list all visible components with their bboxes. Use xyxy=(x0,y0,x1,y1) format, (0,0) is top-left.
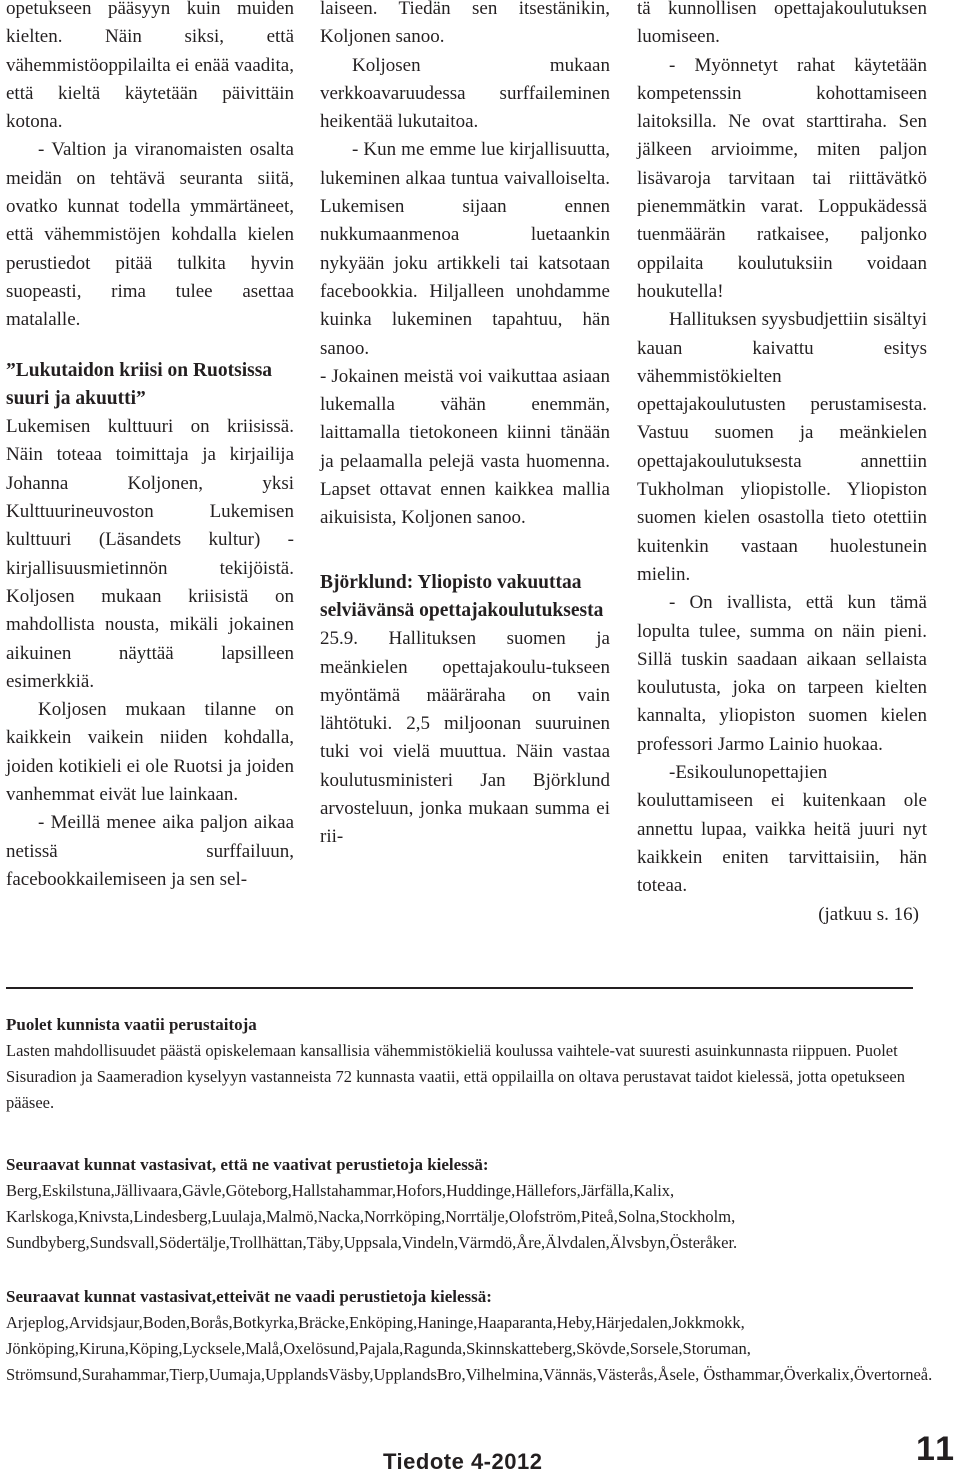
paragraph: Lukemisen kulttuuri on kriisissä. Näin toteaa toimittaja ja kirjailija Johanna Koljonen, yksi Kulttuurineuvoston Lukemisen kulttuuri (Läsandets kultur) -kirjallisuusmietinnön tekijöistä. Koljosen mukaan kriisistä on mahdollista nousta, mikäli jokainen aikuinen näyttää lapsilleen esimerkkiä. xyxy=(6,416,294,692)
info-box-no-requirements xyxy=(6,1284,941,1388)
box-title: Puolet kunnista vaatii perustaitoja xyxy=(6,1015,257,1034)
article-column-1 xyxy=(6,0,294,894)
paragraph: Hallituksen syysbudjettiin sisältyi kauan kaivattu esitys vähemmistökielten opettajakoulutusten perustamisesta. Vastuu suomen ja meänkielen opettajakoulutuksesta annettiin Tukholman yliopistolle. Yliopiston suomen kielen osastolla tieto otettiin kuitenkin vastaan huolestunein mielin. xyxy=(637,309,927,585)
paragraph: opetukseen pääsyyn kuin muiden kielten. Näin siksi, että vähemmistöoppilailta ei enää vaadita, että kieltä käytetään päivittäin kotona. xyxy=(6,0,294,133)
paragraph: Koljosen mukaan tilanne on kaikkein vaikein niiden kohdalla, joiden kotikieli ei ole Ruotsi ja joiden vanhemmat eivät lue lainkaan. xyxy=(6,699,294,806)
box-text: Lasten mahdollisuudet päästä opiskelemaan kansallisia vähemmistökieliä koulussa vaihtele-vat suuresti asuinkunnasta riippuen. Puolet Sisuradion ja Saameradion kyselyyn vastanneista 72 kunnasta vaatii, että oppilailla on oltava perustavat taidot kielessä, jotta opetukseen pääsee. xyxy=(6,1041,906,1112)
section-heading-bjorklund: Björklund: Yliopisto vakuuttaa selviävänsä opettajakoulutuksesta xyxy=(320,571,604,621)
paragraph: - Kun me emme lue kirjallisuutta, lukeminen alkaa tuntua vaivalloiselta. Lukemisen sijaan ennen nukkumaanmenoa luetaankin nykyään joku artikkeli tai katsotaan facebookkia. Hiljalleen unohdamme kuinka lukeminen tapahtuu, hän sanoo. xyxy=(320,139,610,359)
paragraph: laiseen. Tiedän sen itsestänikin, Koljonen sanoo. xyxy=(320,0,610,48)
paragraph: - Meillä menee aika paljon aikaa netissä surffailuun, facebookkailemiseen ja sen sel- xyxy=(6,812,294,890)
paragraph: tä kunnollisen opettajakoulutuksen luomiseen. xyxy=(637,0,927,48)
box-title: Seuraavat kunnat vastasivat, että ne vaativat perustietoja kielessä: xyxy=(6,1155,489,1174)
paragraph: - Valtion ja viranomaisten osalta meidän on tehtävä seuranta siitä, ovatko kunnat todella ymmärtäneet, että vähemmistöjen kohdalla kielen perustiedot pitää tulkita hyvin suopeasti, rima tulee asettaa matalalle. xyxy=(6,139,294,331)
box-text: Berg,Eskilstuna,Jällivaara,Gävle,Göteborg,Hallstahammar,Hofors,Huddinge,Hällefors,Järfälla,Kalix, Karlskoga,Knivsta,Lindesberg,Luulaja,Malmö,Nacka,Norrköping,Norrtälje,Olofström,Piteå,Solna,Stockholm, Sundbyberg,Sundsvall,Södertälje,Trollhättan,Täby,Uppsala,Vindeln,Värmdö,Åre,Älvdalen,Älvsbyn,Österåker. xyxy=(6,1181,738,1252)
box-text: Arjeplog,Arvidsjaur,Boden,Borås,Botkyrka,Bräcke,Enköping,Haninge,Haaparanta,Heby,Härjedalen,Jokkmokk, Jönköping,Kiruna,Köping,Lycksele,Malå,Oxelösund,Pajala,Ragunda,Skinnskatteberg,Skövde,Sorsele,Storuman, Strömsund,Surahammar,Tierp,Uumaja,UpplandsVäsby,UpplandsBro,Vilhelmina,Vännäs,Västerås,Åsele, Östhammar,Överkalix,Övertorneå. xyxy=(6,1313,933,1384)
publication-title: Tiedote 4-2012 xyxy=(383,1449,543,1474)
page-number: 11 xyxy=(916,1430,956,1468)
paragraph: - Myönnetyt rahat käytetään kompetenssin kohottamiseen laitoksilla. Ne ovat starttiraha. Sen jälkeen arvioimme, miten paljon lisävaroja tarvitaan tai riittävätkö pienemmätkin varat. Loppukädessä tuenmäärän ratkaisee, paljonko oppilaita koulutuksiin voidaan houkutella! xyxy=(637,54,927,302)
box-title: Seuraavat kunnat vastasivat,etteivät ne vaadi perustietoja kielessä: xyxy=(6,1287,492,1306)
paragraph: Koljosen mukaan verkkoavaruudessa surffaileminen heikentää lukutaitoa. xyxy=(320,54,610,133)
continued-note: (jatkuu s. 16) xyxy=(818,903,919,925)
section-divider xyxy=(6,987,913,989)
paragraph: - On ivallista, että kun tämä lopulta tulee, summa on näin pieni. Sillä tuskin saadaan aikaan sellaista koulutusta, joka on tarpeen kielten kannalta, yliopiston suomen kielen professori Jarmo Lainio huokaa. xyxy=(637,592,927,755)
section-heading-literacy-crisis: ”Lukutaidon kriisi on Ruotsissa suuri ja akuutti” xyxy=(6,359,273,409)
info-box-require-basics xyxy=(6,1152,941,1256)
article-column-3 xyxy=(637,0,927,929)
article-column-2 xyxy=(320,0,610,852)
info-box-half-municipalities xyxy=(6,1012,941,1116)
paragraph: - Jokainen meistä voi vaikuttaa asiaan lukemalla vähän enemmän, laittamalla tietokoneen kiinni tänään ja pelaamalla pelejä vasta huomenna. Lapset ottavat ennen kaikkea mallia aikuisista, Koljonen sanoo. xyxy=(320,365,610,529)
paragraph: -Esikoulunopettajien kouluttamiseen ei kuitenkaan ole annettu lupaa, vaikka heitä juuri nyt kaikkein eniten tarvittaisiin, hän toteaa. xyxy=(637,762,927,897)
paragraph: 25.9. Hallituksen suomen ja meänkielen opettajakoulu-tukseen myöntämä määräraha on vain lähtötuki. 2,5 miljoonan suuruinen tuki voi vielä muuttua. Näin vastaa koulutusministeri Jan Björklund arvosteluun, jonka mukaan summa ei rii- xyxy=(320,628,610,848)
